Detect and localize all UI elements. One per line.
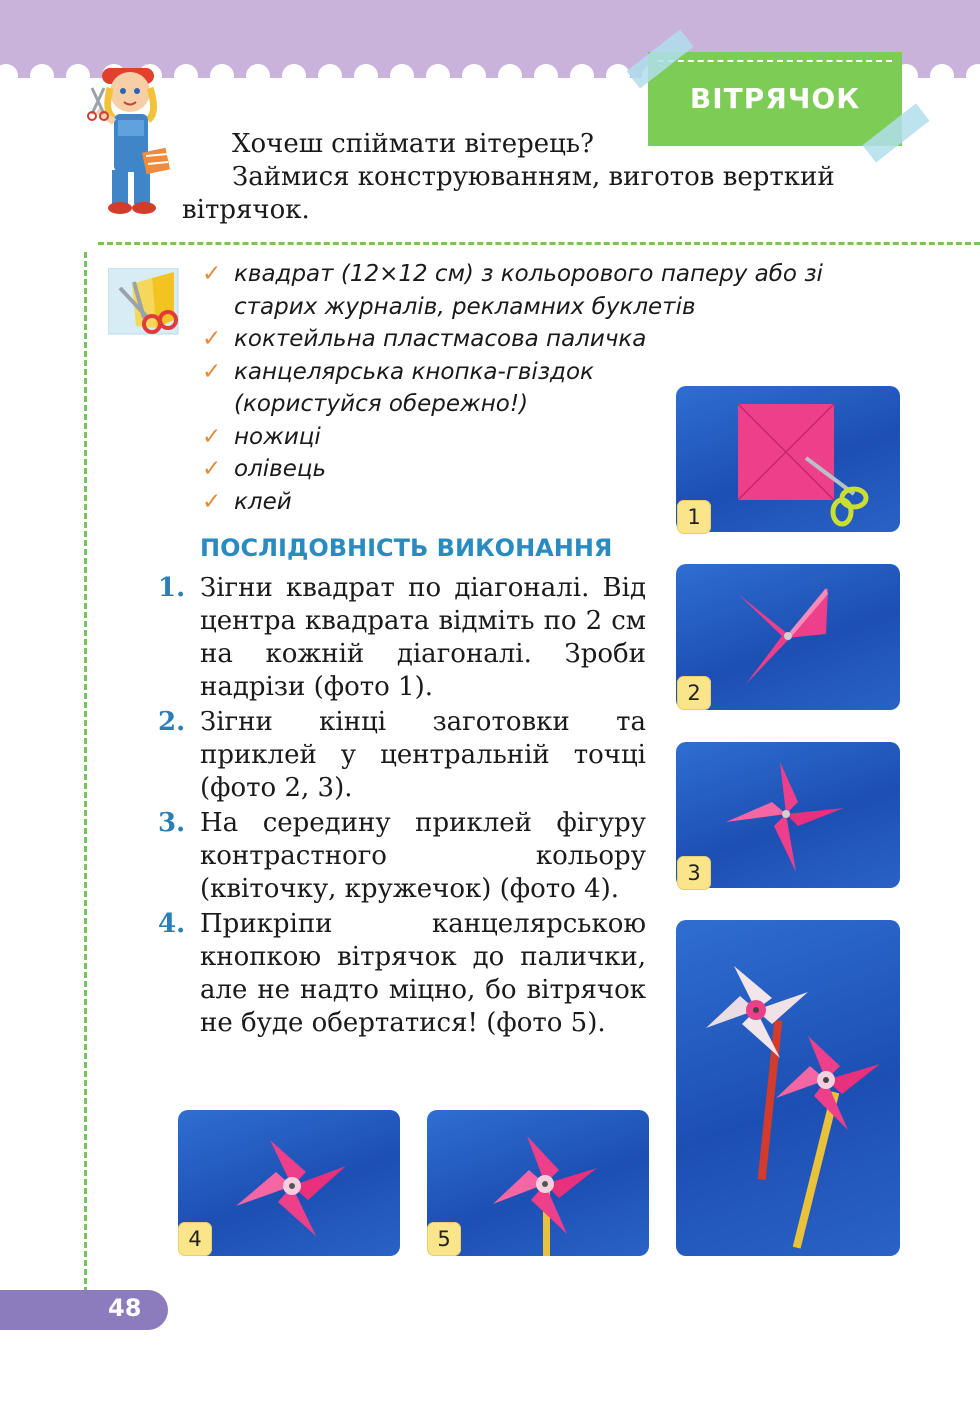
checkmark-icon: ✓	[202, 326, 222, 352]
scallop-dot	[30, 64, 54, 88]
materials-icon	[108, 268, 184, 338]
photo-4-label: 4	[178, 1222, 212, 1256]
material-text: канцелярська кнопка-гвіздок (користуйся обережно!)	[234, 358, 594, 417]
checkmark-icon: ✓	[202, 358, 222, 385]
material-text: олівець	[234, 456, 327, 482]
step-text: Зігни квадрат по діагоналі. Від центра квадрата відміть по 2 см на кожній діагоналі. Зроби надрізи (фото 1).	[200, 573, 646, 702]
step-text: Прикріпи канцелярською кнопкою вітрячок до палички, але не надто міцно, бо вітрячок не буде обертатися! (фото 5).	[200, 909, 646, 1038]
scallop-dot	[930, 64, 954, 88]
photo-1-label: 1	[677, 500, 711, 534]
scallop-dot	[570, 64, 594, 88]
scallop-dot	[426, 64, 450, 88]
intro-text	[182, 128, 902, 227]
checkmark-icon: ✓	[202, 423, 222, 450]
step-number: 3.	[158, 808, 186, 838]
step-item	[158, 807, 646, 906]
step-item	[158, 706, 646, 805]
material-text: коктейльна пластмасова паличка	[234, 326, 647, 352]
photo-2-label: 2	[677, 676, 711, 710]
scallop-dot	[0, 64, 18, 88]
step-item	[158, 572, 646, 704]
lesson-title: ВІТРЯЧОК	[689, 82, 861, 115]
photo-3-label: 3	[677, 856, 711, 890]
scallop-dot	[246, 64, 270, 88]
scallop-dot	[282, 64, 306, 88]
girl-with-scissors-illustration	[84, 58, 184, 218]
photo-5-label: 5	[427, 1222, 461, 1256]
list-item	[198, 323, 858, 356]
frame-left-border	[84, 252, 87, 1302]
step-text: Зігни кінці заготовки та приклей у центральній точці (фото 2, 3).	[200, 707, 646, 803]
list-item	[198, 356, 674, 421]
material-text: квадрат (12×12 см) з кольорового паперу або зі старих журналів, рекламних буклетів	[234, 261, 823, 320]
scallop-dot	[354, 64, 378, 88]
scallop-dot	[534, 64, 558, 88]
list-item	[198, 258, 858, 323]
step-number: 4.	[158, 909, 186, 939]
page-number-tab	[0, 1290, 168, 1330]
finished-pinwheels-image	[676, 920, 900, 1256]
step-number: 2.	[158, 707, 186, 737]
scallop-dot	[390, 64, 414, 88]
scallop-dot	[210, 64, 234, 88]
scallop-dot	[966, 64, 980, 88]
intro-line-1: Хочеш спіймати вітерець?	[232, 129, 594, 159]
photo-finished-pinwheels	[676, 920, 900, 1256]
scallop-dot	[606, 64, 630, 88]
frame-top-border	[98, 242, 980, 245]
page-number: 48	[108, 1294, 142, 1322]
sequence-heading: ПОСЛІДОВНІСТЬ ВИКОНАННЯ	[200, 534, 613, 562]
step-item	[158, 908, 646, 1040]
scallop-dot	[498, 64, 522, 88]
intro-line-2: Займися конструюванням, виготов верткий вітрячок.	[182, 162, 835, 225]
material-text: ножиці	[234, 423, 321, 450]
scallop-dot	[318, 64, 342, 88]
checkmark-icon: ✓	[202, 488, 222, 515]
step-text: На середину приклей фігуру контрастного кольору (квіточку, кружечок) (фото 4).	[200, 808, 646, 904]
scallop-dot	[462, 64, 486, 88]
material-text: клей	[234, 488, 292, 515]
checkmark-icon: ✓	[202, 456, 222, 482]
title-dash-line	[658, 60, 892, 62]
step-number: 1.	[158, 573, 186, 603]
steps-list	[158, 572, 646, 1042]
checkmark-icon: ✓	[202, 261, 222, 287]
